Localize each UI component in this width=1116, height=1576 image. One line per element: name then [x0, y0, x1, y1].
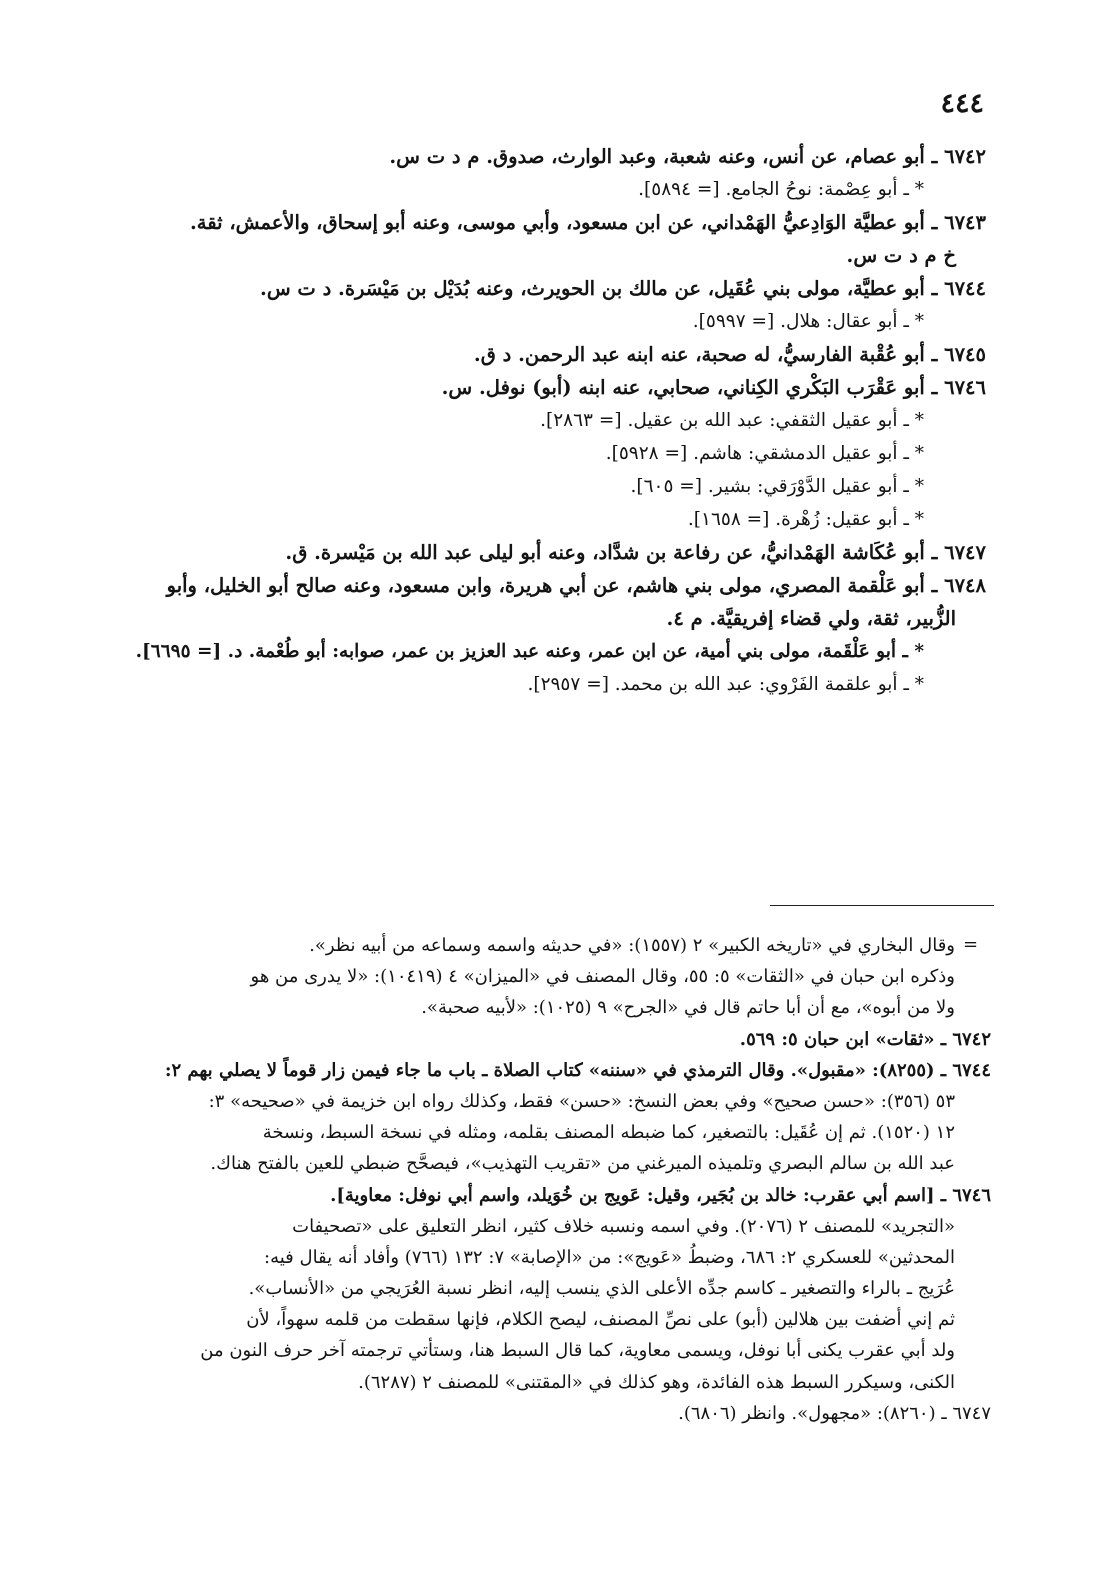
footnote-line: عُرَيج ـ بالراء والتصغير ـ كاسم جدِّه الأعلى الذي ينسب إليه، انظر نسبة العُرَيجي من «الأنساب». [248, 1278, 955, 1300]
entry-6745: ٦٧٤٥ ـ أبو عُقْبة الفارسيُّ، له صحبة، عنه ابنه عبد الرحمن. د ق. [473, 343, 986, 366]
footnote-line: الكنى، وسيكرر السبط هذه الفائدة، وهو كذلك في «المقتنى» للمصنف ٢ (٦٢٨٧). [358, 1371, 955, 1393]
footnote-line: ١٢ (١٥٢٠). ثم إن عُقَيل: بالتصغير، كما ضبطه المصنف بقلمه، ومثله في نسخة السبط، ونسخة [262, 1122, 955, 1144]
cross-reference: * ـ أبو عقيل الدَّوْرَقي: بشير. [= ٦٠٥]. [630, 476, 924, 497]
main-entries [30, 140, 986, 701]
footnote-line: «التجريد» للمصنف ٢ (٢٠٧٦). وفي اسمه ونسبه خلاف كثير، انظر التعليق على «تصحيفات [292, 1215, 955, 1237]
footnote-line: وذكره ابن حبان في «الثقات» ٥: ٥٥، وقال المصنف في «الميزان» ٤ (١٠٤١٩): «لا يدرى من هو [250, 966, 955, 988]
cross-reference: * ـ أبو عقيل الدمشقي: هاشم. [= ٥٩٢٨]. [605, 443, 924, 464]
cross-reference: * ـ أبو عقيل الثقفي: عبد الله بن عقيل. [= ٢٨٦٣]. [540, 410, 924, 431]
footnote-6744: ٦٧٤٤ ـ (٨٢٥٥): «مقبول». وقال الترمذي في «سننه» كتاب الصلاة ـ باب ما جاء فيمن زار قوماً لا يصلي بهم ٢: [164, 1059, 991, 1081]
entry-6743: ٦٧٤٣ ـ أبو عطيَّة الوَادِعيُّ الهَمْداني، عن ابن مسعود، وأبي موسى، وعنه أبو إسحاق، والأعمش، ثقة. [190, 211, 986, 234]
footnote-line: ولا من أبوه»، مع أن أبا حاتم قال في «الجرح» ٩ (١٠٢٥): «لأبيه صحبة». [421, 997, 955, 1019]
entry-6742: ٦٧٤٢ ـ أبو عصام، عن أنس، وعنه شعبة، وعبد الوارث، صدوق. م د ت س. [389, 145, 986, 168]
entry-6748: ٦٧٤٨ ـ أبو عَلْقمة المصري، مولى بني هاشم، عن أبي هريرة، وابن مسعود، وعنه صالح أبو الخليل، وأبو [166, 574, 986, 597]
page-number: ٤٤٤ [940, 88, 984, 119]
footnote-line: وقال البخاري في «تاريخه الكبير» ٢ (١٥٥٧): «في حديثه واسمه وسماعه من أبيه نظر». [309, 935, 955, 956]
cross-reference: * ـ أبو عقال: هلال. [= ٥٩٩٧]. [692, 311, 924, 332]
continuation-mark: = [963, 934, 979, 955]
footnote-separator [770, 905, 994, 906]
footnote-line: ولد أبي عقرب يكنى أبا نوفل، ويسمى معاوية، كما قال السبط هنا، وستأتي ترجمته آخر حرف النون من [200, 1340, 955, 1362]
footnote-line: ٥٣ (٣٥٦): «حسن صحيح» وفي بعض النسخ: «حسن» فقط، وكذلك رواه ابن خزيمة في «صحيحه» ٣: [208, 1090, 955, 1112]
cross-reference: * ـ أبو عَلْقَمة، مولى بني أمية، عن ابن عمر، وعنه عبد العزيز بن عمر، صوابه: أبو طُعْمة. د. [= ٦٦٩٥]. [135, 641, 924, 662]
footnote-line: ثم إني أضفت بين هلالين (أبو) على نصِّ المصنف، ليصح الكلام، فإنها سقطت من قلمه سهواً، لأن [246, 1309, 955, 1331]
entry-6747: ٦٧٤٧ ـ أبو عُكَاشة الهَمْدانيُّ، عن رفاعة بن شدَّاد، وعنه أبو ليلى عبد الله بن مَيْسرة. ق. [285, 541, 986, 564]
cross-reference: * ـ أبو علقمة الفَرْوي: عبد الله بن محمد. [= ٢٩٥٧]. [527, 674, 924, 695]
footnotes [30, 930, 991, 1429]
footnote-line: المحدثين» للعسكري ٢: ٦٨٦، وضبطُ «عَويج»: من «الإصابة» ٧: ١٣٢ (٧٦٦) وأفاد أنه يقال فيه: [264, 1246, 955, 1268]
footnote-6747: ٦٧٤٧ ـ (٨٢٦٠): «مجهول». وانظر (٦٨٠٦). [678, 1402, 991, 1424]
entry-6744: ٦٧٤٤ ـ أبو عطيَّة، مولى بني عُقَيل، عن مالك بن الحويرث، وعنه بُدَيْل بن مَيْسَرة. د ت س. [260, 277, 986, 300]
entry-6746: ٦٧٤٦ ـ أبو عَقْرَب البَكْري الكِناني، صحابي، عنه ابنه (أبو) نوفل. س. [441, 376, 986, 399]
cross-reference: * ـ أبو عقيل: زُهْرة. [= ١٦٥٨]. [687, 509, 924, 530]
footnote-6746: ٦٧٤٦ ـ [اسم أبي عقرب: خالد بن بُجَير، وقيل: عَويج بن خُوَيلد، واسم أبي نوفل: معاوية]. [330, 1184, 991, 1206]
footnote-line: عبد الله بن سالم البصري وتلميذه الميرغني من «تقريب التهذيب»، فيصحَّح ضبطي للعين بالفتح هناك. [210, 1153, 955, 1175]
entry-continuation: الزُّبير، ثقة، ولي قضاء إفريقيَّة. م ٤. [666, 607, 956, 630]
entry-continuation: خ م د ت س. [846, 244, 956, 267]
footnote-6742: ٦٧٤٢ ـ «ثقات» ابن حبان ٥: ٥٦٩. [739, 1028, 991, 1050]
cross-reference: * ـ أبو عِصْمة: نوحُ الجامع. [= ٥٨٩٤]. [638, 179, 924, 200]
